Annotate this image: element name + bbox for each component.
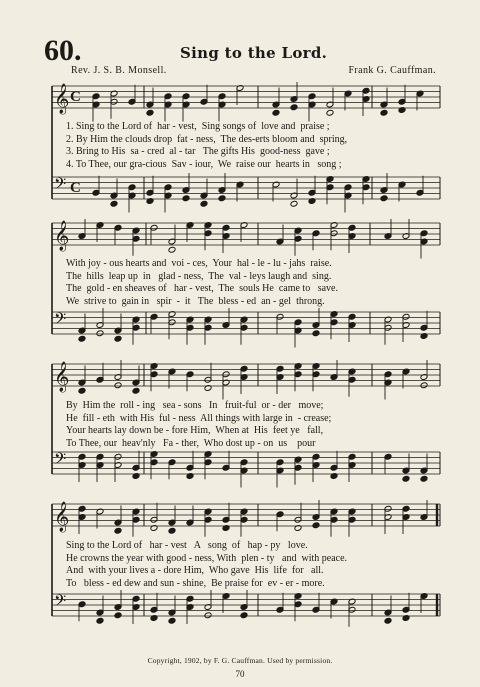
notehead <box>384 617 392 624</box>
treble-clef-icon: 𝄞 <box>54 502 70 532</box>
lyric-line: The hills leap up in glad - ness, The val - leys laugh and sing. <box>66 270 332 282</box>
notehead <box>272 109 280 116</box>
lyric-line: Your hearts lay down be - fore Him, When at His feet ye fall, <box>66 425 324 436</box>
notehead <box>312 522 320 529</box>
notehead <box>168 527 176 534</box>
treble-clef-icon: 𝄞 <box>54 362 70 392</box>
lyric-line: And with your lives a - dore Him, Who gave His life for all. <box>66 565 324 576</box>
notehead <box>78 387 86 394</box>
common-time-icon: C <box>70 180 81 196</box>
notehead <box>402 475 410 482</box>
treble-clef-icon: 𝄞 <box>54 84 70 114</box>
notehead <box>380 109 388 116</box>
bass-clef-icon: 𝄢 <box>54 175 67 197</box>
notehead <box>96 617 104 624</box>
notehead <box>218 195 226 202</box>
hymn-title: Sing to the Lord. <box>180 44 328 62</box>
hymn-composer: Frank G. Cauffman. <box>348 65 436 76</box>
lyric-line: He fill - eth with His ful - ness All things with large in - crease; <box>66 412 332 424</box>
lyric-line: Sing to the Lord of har - vest A song of hap - py love. <box>66 540 308 551</box>
lyric-line: 4. To Thee, our gra-cious Sav - iour, We raise our hearts in song ; <box>66 158 342 170</box>
treble-clef-icon: 𝄞 <box>54 221 70 251</box>
notehead <box>420 475 428 482</box>
notehead <box>114 335 122 342</box>
lyrics-system-3 <box>66 400 440 450</box>
notehead <box>110 200 118 207</box>
lyric-line: To bless - ed dew and sun - shine, Be praise for ev - er - more. <box>66 577 325 589</box>
notehead <box>312 330 320 337</box>
lyrics-system-4 <box>66 540 440 590</box>
notehead <box>96 330 104 337</box>
bass-clef-icon: 𝄢 <box>54 310 67 332</box>
bass-clef-icon: 𝄢 <box>54 450 67 472</box>
page-number: 70 <box>235 669 245 679</box>
lyric-line: By Him the roll - ing sea - sons In fruit-ful or - der move; <box>66 400 324 411</box>
notehead <box>290 104 298 111</box>
notehead <box>114 527 122 534</box>
notehead <box>78 335 86 342</box>
lyric-line: We strive to gain in spir - it The bless - ed an - gel throng. <box>66 295 325 307</box>
notehead <box>168 617 176 624</box>
lyrics-system-2 <box>66 258 440 308</box>
lyric-line: He crowns the year with good - ness, With plen - ty and with peace. <box>66 552 348 564</box>
lyric-line: The gold - en sheaves of har - vest, The souls He came to save. <box>66 283 338 294</box>
notehead <box>200 200 208 207</box>
notehead <box>290 200 298 207</box>
notehead <box>132 387 140 394</box>
notehead <box>420 382 428 389</box>
notehead <box>326 109 334 116</box>
notehead <box>146 109 154 116</box>
copyright-notice: Copyright, 1902, by F. G. Cauffman. Used by permission. <box>147 656 333 665</box>
lyric-line: With joy - ous hearts and voi - ces, Your hal - le - lu - jahs raise. <box>66 258 332 269</box>
lyric-line: 3. Bring to His sa - cred al - tar The gifts His good-ness gave ; <box>66 146 330 157</box>
notehead <box>182 195 190 202</box>
common-time-icon: C <box>70 89 81 105</box>
notehead <box>168 246 176 253</box>
lyric-line: 2. By Him the clouds drop fat - ness, The des-erts bloom and spring, <box>66 133 348 145</box>
bass-clef-icon: 𝄢 <box>54 592 67 614</box>
hymn-number: 60. <box>44 34 82 67</box>
notehead <box>114 382 122 389</box>
lyric-line: 1. Sing to the Lord of har - vest, Sing songs of love and praise ; <box>66 121 330 132</box>
lyrics-system-1 <box>66 121 440 171</box>
lyric-line: To Thee, our heav'nly Fa - ther, Who dost up - on us pour <box>66 437 316 449</box>
hymn-author: Rev. J. S. B. Monsell. <box>71 65 167 76</box>
notehead <box>380 195 388 202</box>
notehead <box>204 612 212 619</box>
notehead <box>114 612 122 619</box>
notehead <box>240 612 248 619</box>
